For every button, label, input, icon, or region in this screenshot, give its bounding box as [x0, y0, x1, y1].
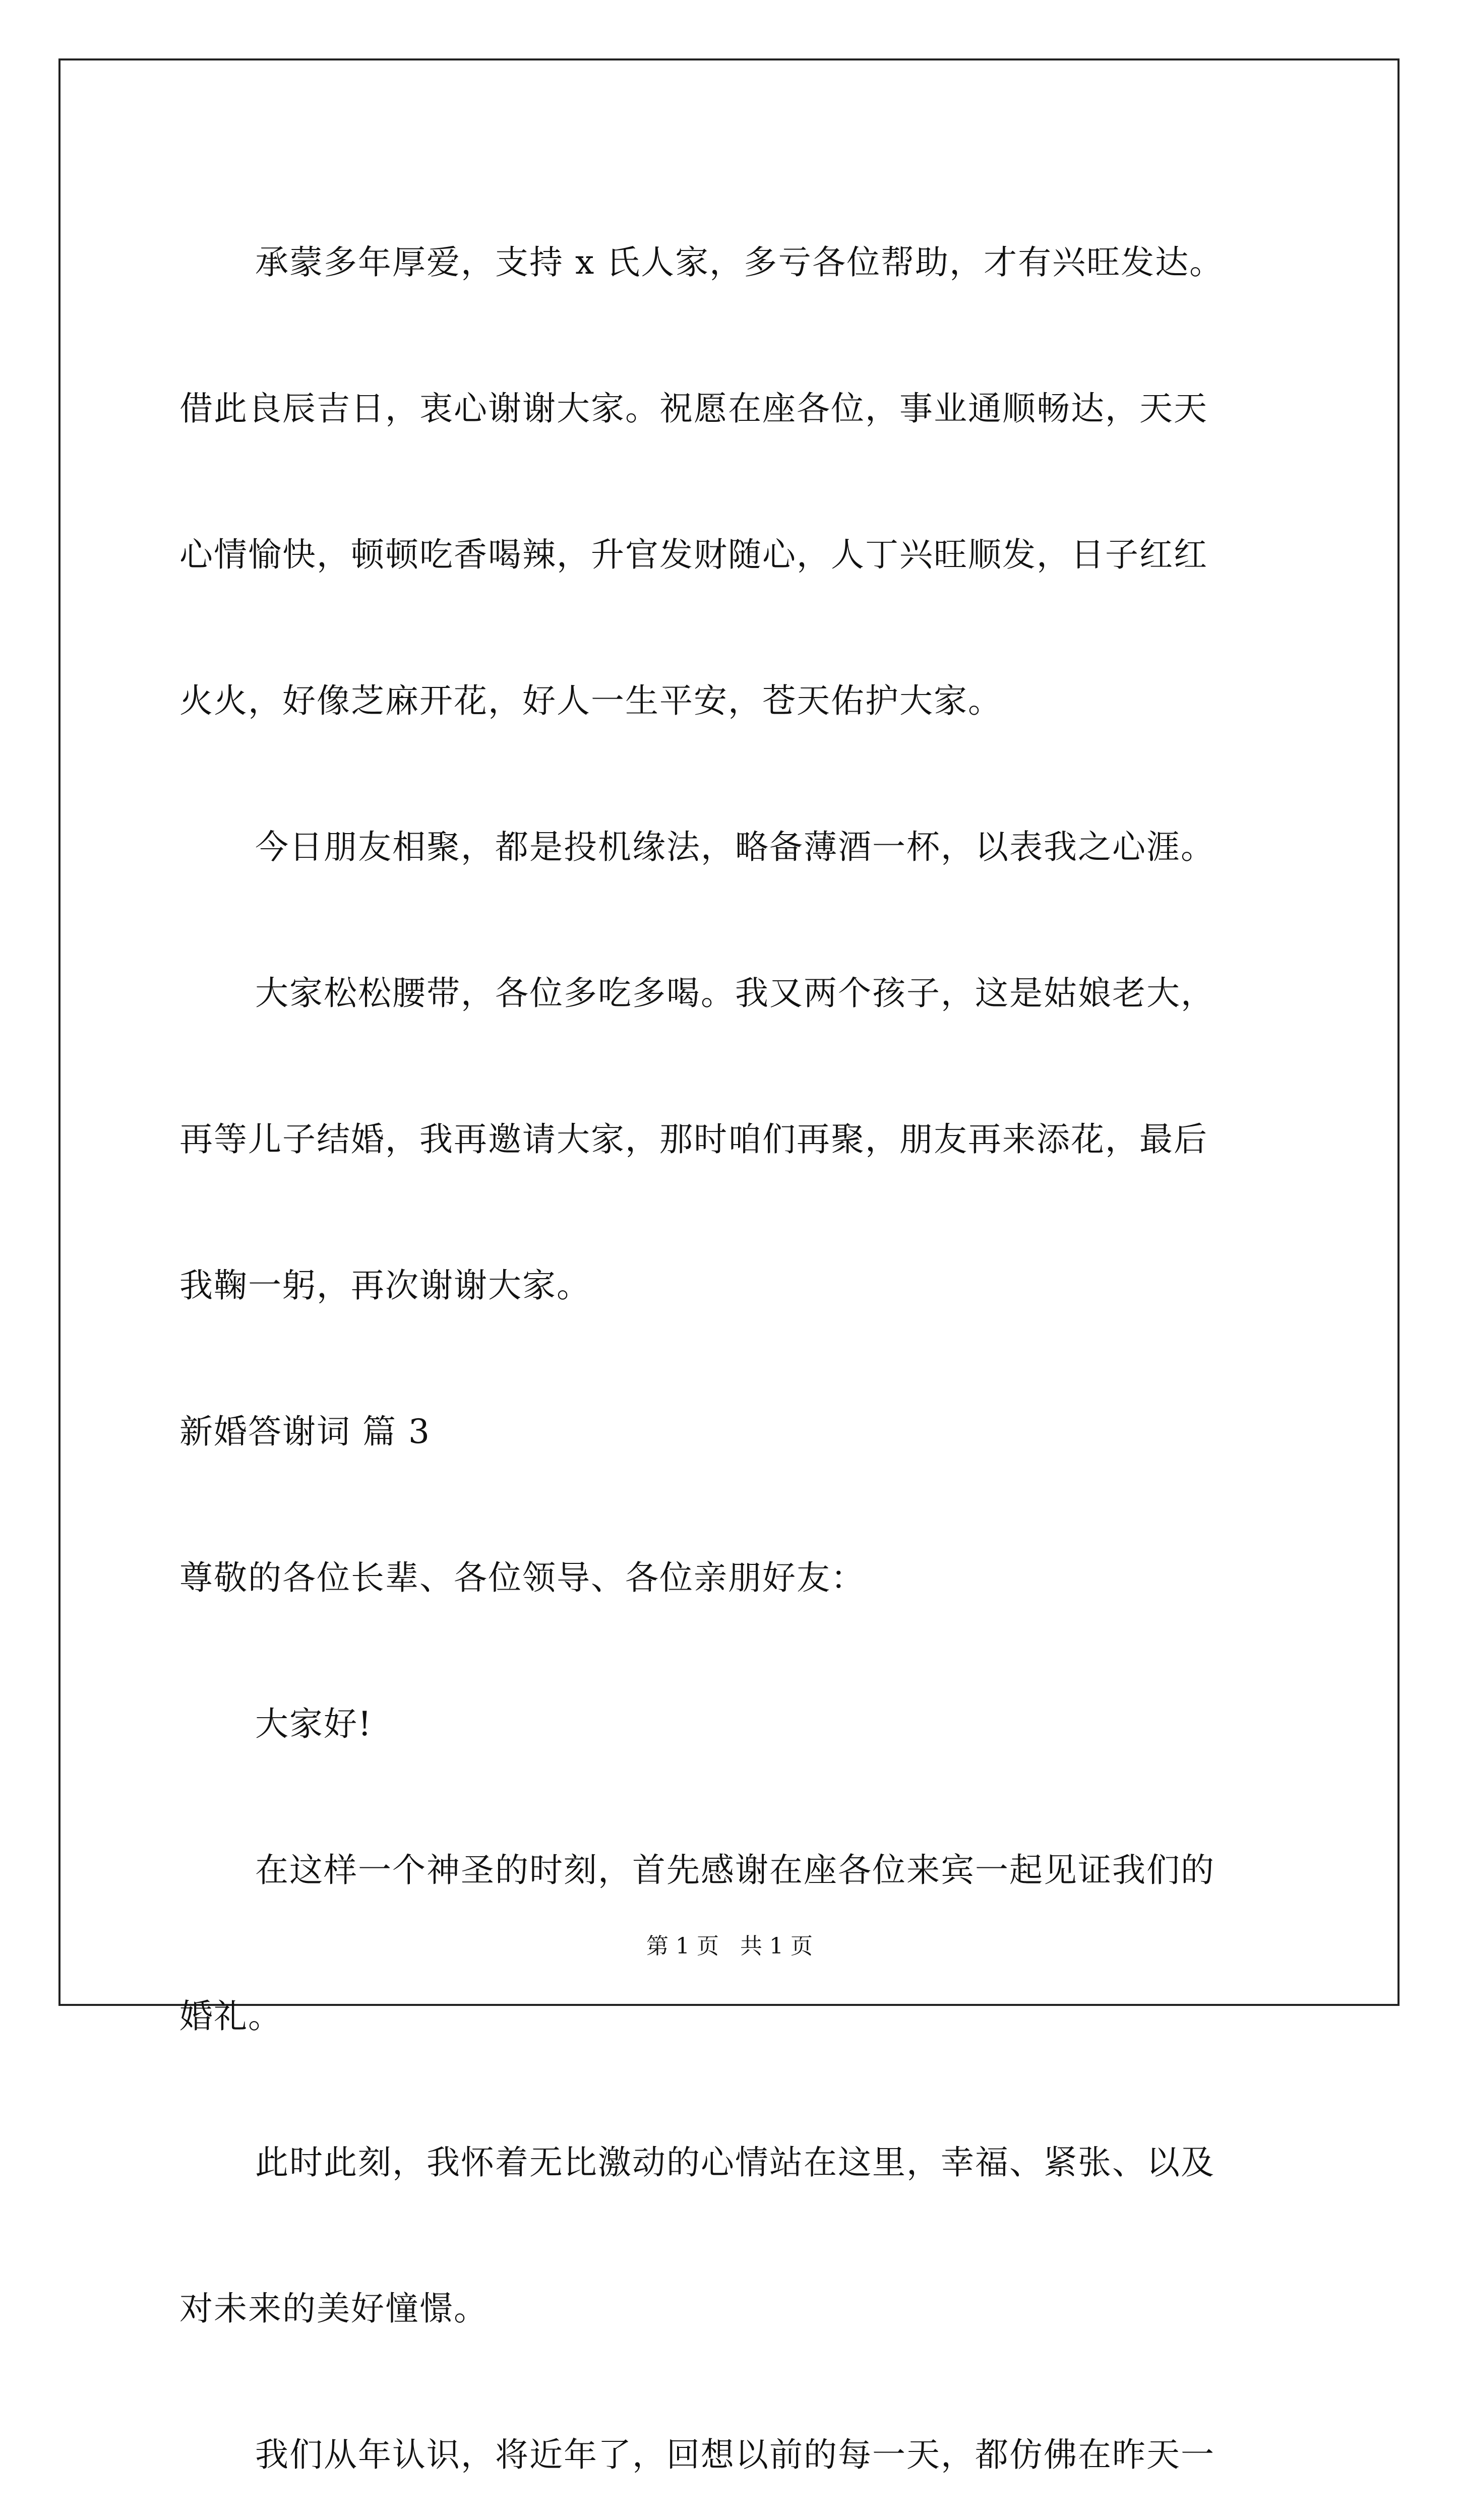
paragraph-line: 承蒙多年厚爱，支持 x 氏人家，多亏各位帮助，才有兴旺发达。: [255, 243, 1224, 282]
salutation: 尊敬的各位长辈、各位领导、各位亲朋好友：: [179, 1558, 865, 1597]
paragraph-line: 借此良辰吉日，衷心谢谢大家。祝愿在座各位，事业通顺畅达，天天: [179, 389, 1208, 428]
section-heading: 新婚答谢词 篇 3: [179, 1412, 431, 1451]
paragraph-line: 我鞠一躬，再次谢谢大家。: [179, 1266, 591, 1305]
document-body: [179, 190, 1289, 2520]
paragraph-line: 在这样一个神圣的时刻，首先感谢在座各位来宾一起见证我们的: [255, 1851, 1215, 1889]
page-footer: 第 1 页 共 1 页: [646, 1933, 813, 1959]
greeting: 大家好!: [255, 1705, 373, 1743]
paragraph-line: 火火，好像芝麻开花，好人一生平安，苍天佑护大家。: [179, 681, 1002, 720]
paragraph-line: 今日朋友相聚，都是投机缘法，略备薄酒一杯，以表我之心涯。: [255, 828, 1215, 866]
paragraph-line: 再等儿子结婚，我再邀请大家，那时咱们再聚，朋友再来添花，最后: [179, 1120, 1208, 1159]
paragraph-line: 此时此刻，我怀着无比激动的心情站在这里，幸福、紧张、以及: [255, 2143, 1215, 2182]
paragraph-line: 我们从年认识，将近年了，回想以前的每一天，都仿佛在昨天一: [255, 2435, 1215, 2474]
paragraph-line: 婚礼。: [179, 1997, 282, 2036]
paragraph-line: 大家松松腰带，各位多吃多喝。我又两个孩子，这是姑娘老大，: [255, 974, 1215, 1013]
paragraph-line: 心情愉快，顿顿吃香喝辣，升官发财随心，人丁兴旺顺发，日子红红: [179, 535, 1208, 574]
paragraph-line: 对未来的美好憧憬。: [179, 2289, 488, 2328]
